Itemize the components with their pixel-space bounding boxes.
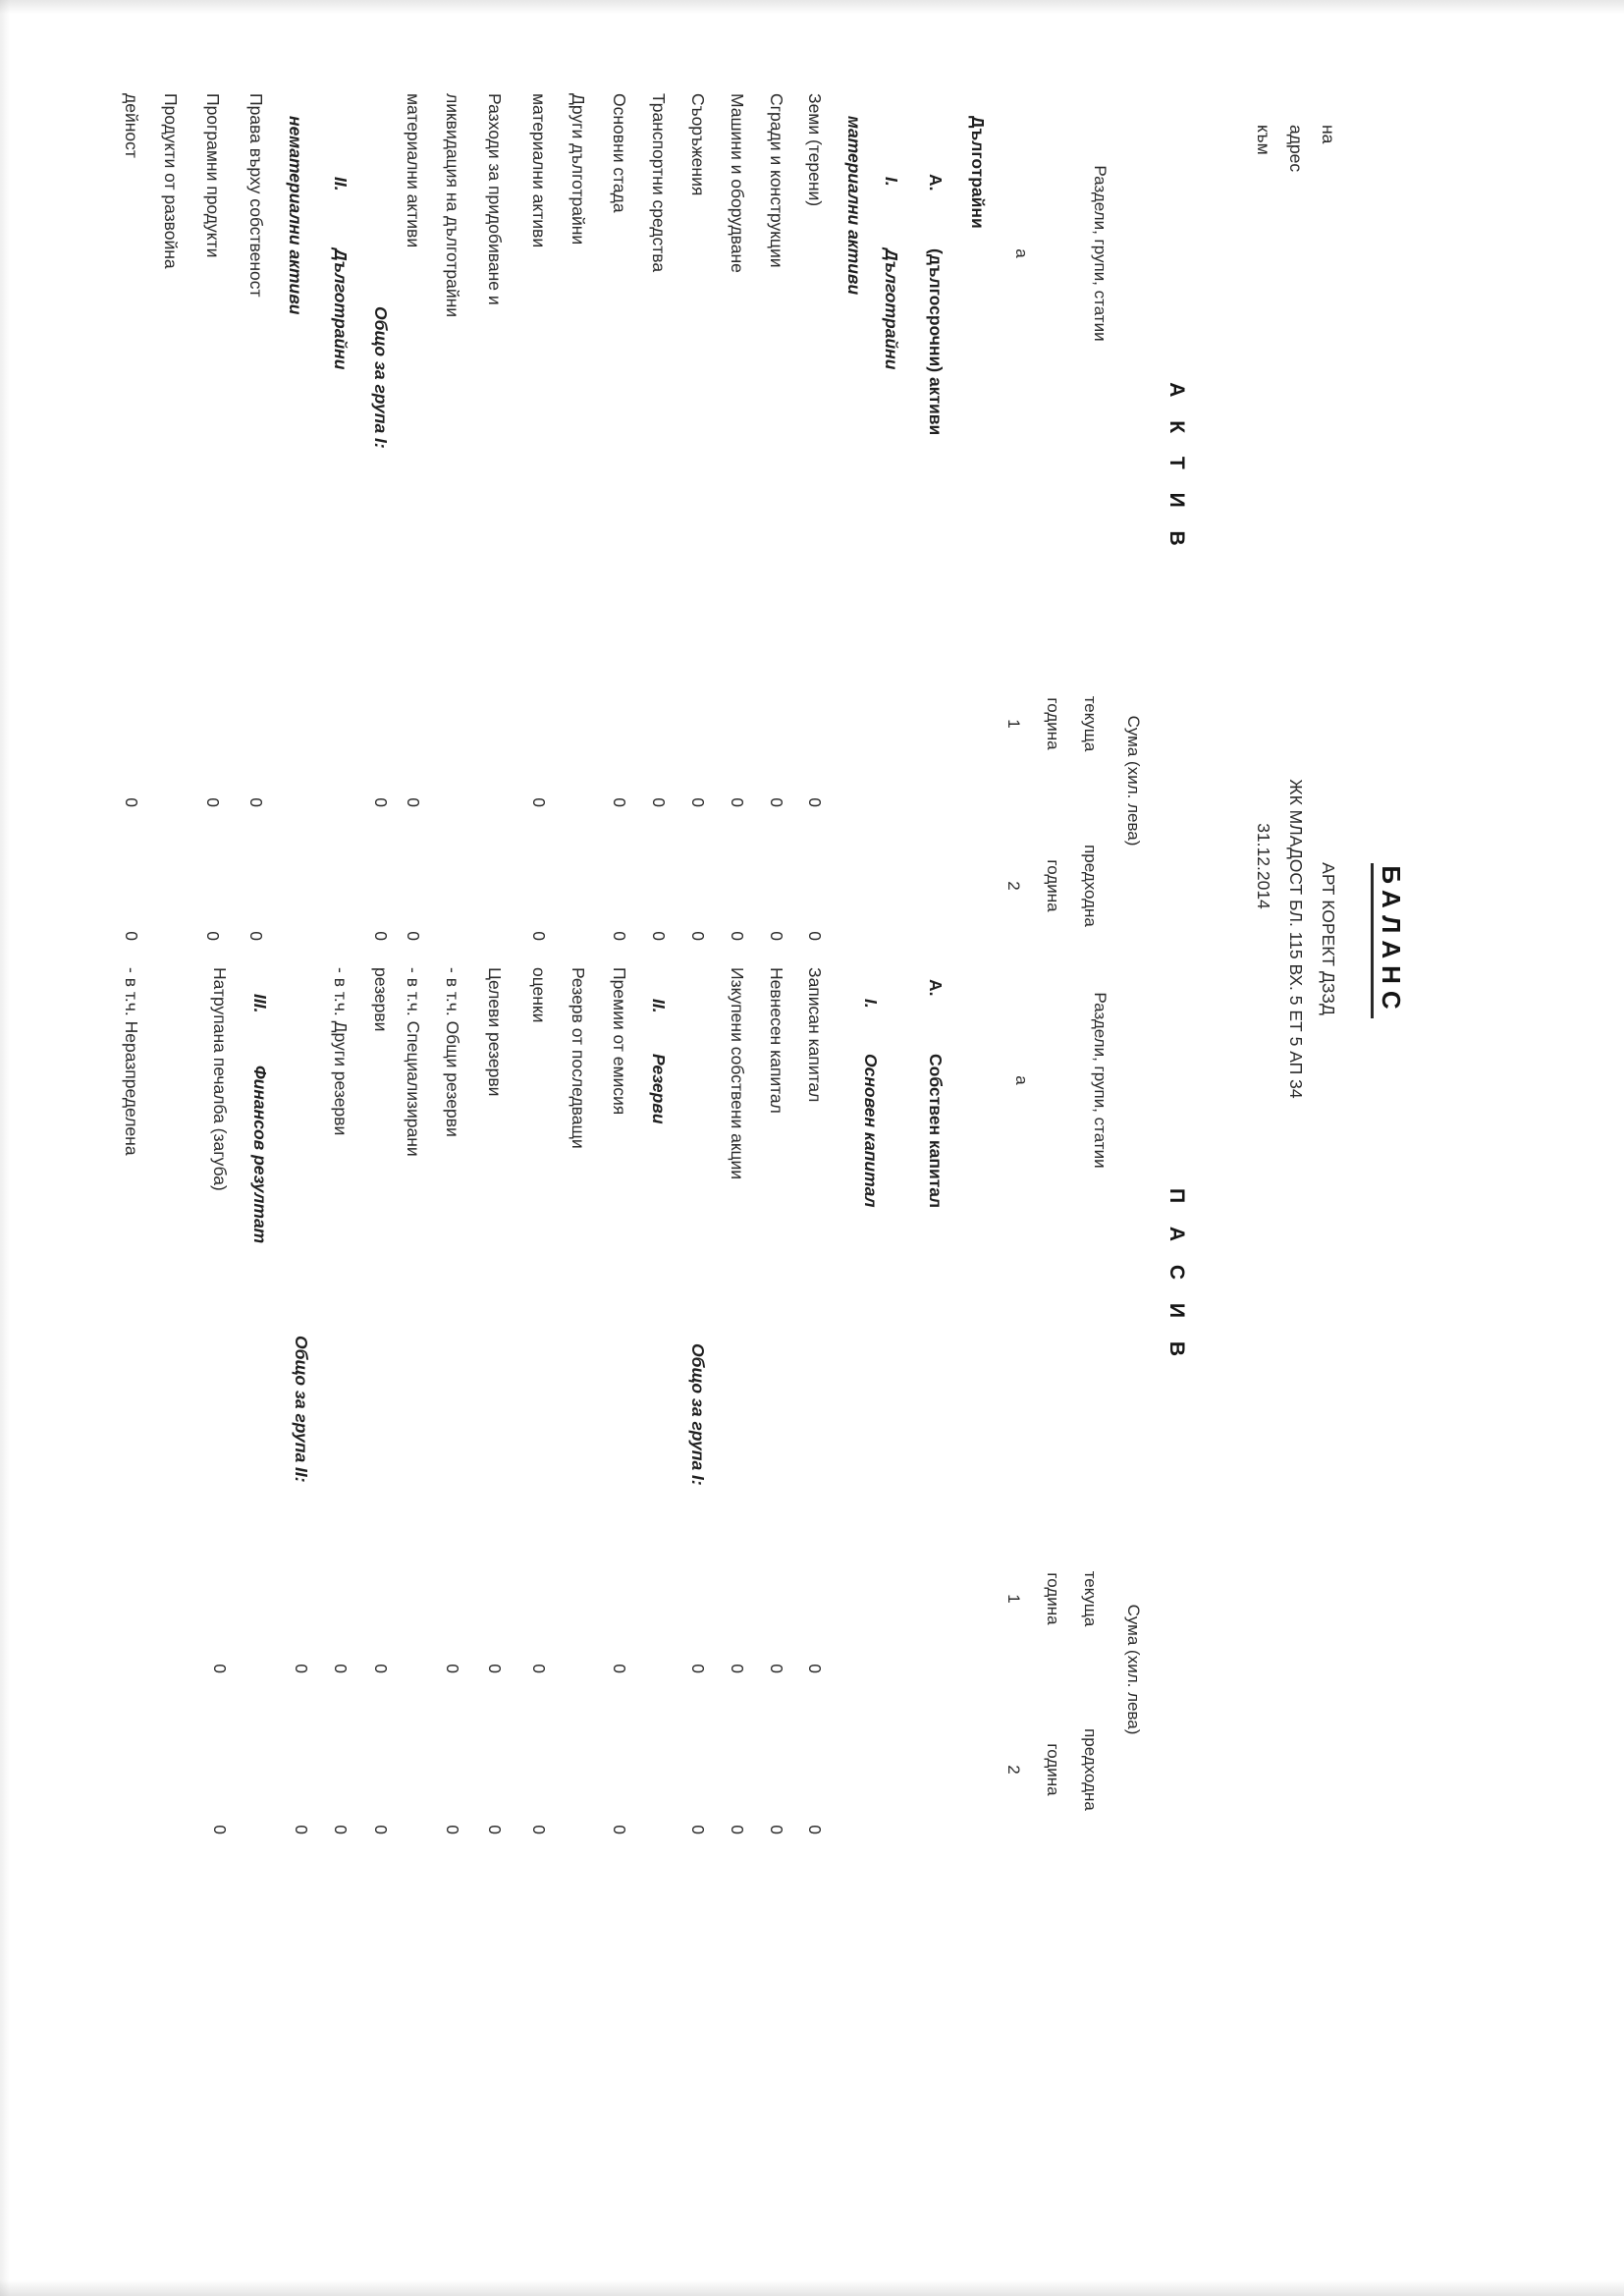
aktiv-header-sections-code: а — [1012, 248, 1031, 258]
aktiv-header-col1-code: 1 — [1004, 719, 1023, 729]
aktiv-value-previous-year: 0 — [805, 931, 825, 941]
aktiv-row-label: Земи (терени) — [805, 93, 825, 207]
pasiv-value-current-year: 0 — [485, 1664, 505, 1673]
aktiv-row-label: I. — [882, 177, 901, 187]
pasiv-value-previous-year: 0 — [610, 1825, 629, 1834]
pasiv-value-current-year: 0 — [728, 1664, 747, 1673]
address-label: адрес — [1286, 125, 1306, 173]
pasiv-row-label: Общо за група II: — [292, 1336, 311, 1483]
pasiv-value-current-year: 0 — [688, 1664, 708, 1673]
pasiv-value-previous-year: 0 — [529, 1825, 549, 1834]
pasiv-header-sum: Сума (хил. лева) — [1124, 1604, 1143, 1735]
aktiv-value-previous-year: 0 — [610, 931, 629, 941]
aktiv-row-label: Права върху собственост — [246, 93, 266, 298]
aktiv-row-label: Дълготрайни — [882, 248, 901, 370]
aktiv-header-col1: текуща — [1081, 695, 1100, 752]
document-title-text: БАЛАНС — [1371, 863, 1406, 1017]
aktiv-row-label: Сгради и конструкции — [767, 93, 786, 268]
pasiv-row-label: III. — [250, 994, 270, 1013]
aktiv-value-current-year: 0 — [610, 797, 629, 807]
pasiv-value-previous-year: 0 — [688, 1825, 708, 1834]
pasiv-row-label: Изкупени собствени акции — [728, 967, 747, 1180]
pasiv-row-label: Премии от емисия — [610, 967, 629, 1116]
aktiv-row-label: Съоръжения — [688, 93, 708, 196]
pasiv-value-current-year: 0 — [610, 1664, 629, 1673]
pasiv-row-label: А. — [926, 979, 946, 997]
pasiv-value-previous-year: 0 — [767, 1825, 786, 1834]
pasiv-row-label: I. — [861, 999, 881, 1009]
pasiv-row-label: Невнесен капитал — [767, 967, 786, 1114]
pasiv-header-col2-code: 2 — [1004, 1765, 1023, 1775]
company-label: на — [1319, 125, 1338, 144]
aktiv-header-sum: Сума (хил. лева) — [1124, 715, 1143, 847]
pasiv-row-label: Финансов резултат — [250, 1066, 270, 1244]
pasiv-value-current-year: 0 — [443, 1664, 462, 1673]
aktiv-row-label: Основни стада — [610, 93, 629, 213]
aktiv-row-label: Програмни продукти — [203, 93, 223, 258]
pasiv-header-col2: предходна — [1081, 1728, 1100, 1811]
date-label: към — [1254, 125, 1273, 155]
pasiv-row-label: Резерви — [649, 1054, 669, 1124]
pasiv-row-label: резерви — [371, 967, 391, 1032]
pasiv-row-label: Собствен капитал — [926, 1054, 946, 1209]
aktiv-row-label: II. — [331, 177, 351, 191]
balance-date: 31.12.2014 — [1254, 823, 1273, 909]
aktiv-header-sections: Раздели, групи, статии — [1091, 165, 1110, 342]
aktiv-header-col2-line2: година — [1044, 859, 1062, 912]
aktiv-row-label: дейност — [122, 93, 141, 158]
aktiv-value-previous-year: 0 — [688, 931, 708, 941]
aktiv-value-previous-year: 0 — [246, 931, 266, 941]
aktiv-value-current-year: 0 — [203, 797, 223, 807]
aktiv-row-label: Дълготрайни — [968, 116, 988, 229]
aktiv-value-current-year: 0 — [688, 797, 708, 807]
aktiv-row-label: Общо за група I: — [371, 306, 391, 449]
aktiv-value-previous-year: 0 — [404, 931, 423, 941]
aktiv-value-previous-year: 0 — [371, 931, 391, 941]
aktiv-table-title: А К Т И В — [1165, 382, 1188, 555]
pasiv-value-previous-year: 0 — [371, 1825, 391, 1834]
pasiv-value-current-year: 0 — [210, 1664, 230, 1673]
aktiv-value-current-year: 0 — [529, 797, 549, 807]
aktiv-row-label: нематериални активи — [286, 116, 305, 315]
pasiv-value-previous-year: 0 — [728, 1825, 747, 1834]
pasiv-value-previous-year: 0 — [485, 1825, 505, 1834]
pasiv-value-current-year: 0 — [805, 1664, 825, 1673]
aktiv-row-label: Разходи за придобиване и — [485, 93, 505, 305]
pasiv-value-previous-year: 0 — [292, 1825, 311, 1834]
aktiv-header-col2: предходна — [1081, 845, 1100, 927]
company-name: АРТ КОРЕКТ ДЗЗД — [1319, 862, 1338, 1015]
aktiv-value-current-year: 0 — [649, 797, 669, 807]
company-address: ЖК МЛАДОСТ БЛ. 115 ВХ. 5 ЕТ 5 АП 34 — [1286, 779, 1306, 1099]
aktiv-row-label: Машини и оборудване — [728, 93, 747, 273]
document-title — [1376, 744, 1406, 1137]
pasiv-row-label: II. — [649, 999, 669, 1013]
aktiv-header-col2-code: 2 — [1004, 881, 1023, 891]
aktiv-value-current-year: 0 — [404, 797, 423, 807]
pasiv-row-label: - в т.ч. Други резерви — [331, 967, 351, 1136]
aktiv-value-previous-year: 0 — [203, 931, 223, 941]
aktiv-row-label: А. — [926, 174, 946, 191]
aktiv-row-label: материални активи — [844, 116, 864, 296]
pasiv-row-label: Целеви резерви — [485, 967, 505, 1097]
aktiv-value-previous-year: 0 — [529, 931, 549, 941]
aktiv-row-label: Транспортни средства — [649, 93, 669, 273]
pasiv-value-previous-year: 0 — [443, 1825, 462, 1834]
aktiv-value-current-year: 0 — [122, 797, 141, 807]
pasiv-value-current-year: 0 — [529, 1664, 549, 1673]
aktiv-value-current-year: 0 — [728, 797, 747, 807]
pasiv-value-current-year: 0 — [371, 1664, 391, 1673]
aktiv-row-label: Продукти от развойна — [161, 93, 181, 269]
pasiv-header-col1-line2: година — [1044, 1572, 1062, 1625]
aktiv-row-label: материални активи — [404, 93, 423, 248]
pasiv-row-label: оценки — [529, 967, 549, 1023]
pasiv-row-label: - в т.ч. Неразпределена — [122, 967, 141, 1156]
pasiv-row-label: Натрупана печалба (загуба) — [210, 967, 230, 1191]
aktiv-row-label: материални активи — [529, 93, 549, 248]
pasiv-value-current-year: 0 — [767, 1664, 786, 1673]
pasiv-value-current-year: 0 — [292, 1664, 311, 1673]
pasiv-header-sections-code: а — [1012, 1075, 1031, 1085]
aktiv-row-label: Дълготрайни — [331, 248, 351, 370]
aktiv-value-current-year: 0 — [767, 797, 786, 807]
pasiv-row-label: Записан капитал — [805, 967, 825, 1103]
pasiv-table-title: П А С И В — [1165, 1187, 1188, 1366]
pasiv-value-previous-year: 0 — [210, 1825, 230, 1834]
aktiv-value-previous-year: 0 — [122, 931, 141, 941]
aktiv-value-current-year: 0 — [246, 797, 266, 807]
pasiv-value-previous-year: 0 — [805, 1825, 825, 1834]
pasiv-row-label: Основен капитал — [861, 1054, 881, 1208]
pasiv-header-col1: текуща — [1081, 1570, 1100, 1627]
aktiv-row-label: ликвидация на дълготрайни — [443, 93, 462, 318]
pasiv-row-label: - в т.ч. Специализирани — [404, 967, 423, 1157]
pasiv-row-label: Резерв от последващи — [568, 967, 588, 1149]
aktiv-value-previous-year: 0 — [728, 931, 747, 941]
pasiv-row-label: - в т.ч. Общи резерви — [443, 967, 462, 1137]
pasiv-header-col2-line2: година — [1044, 1743, 1062, 1796]
pasiv-header-col1-code: 1 — [1004, 1594, 1023, 1604]
aktiv-value-current-year: 0 — [371, 797, 391, 807]
pasiv-value-current-year: 0 — [331, 1664, 351, 1673]
aktiv-value-previous-year: 0 — [767, 931, 786, 941]
aktiv-header-col1-line2: година — [1044, 697, 1062, 750]
aktiv-row-label: Други дълготрайни — [568, 93, 588, 246]
pasiv-value-previous-year: 0 — [331, 1825, 351, 1834]
aktiv-value-current-year: 0 — [805, 797, 825, 807]
aktiv-value-previous-year: 0 — [649, 931, 669, 941]
pasiv-row-label: Общо за група I: — [688, 1343, 708, 1486]
pasiv-header-sections: Раздели, групи, статии — [1091, 992, 1110, 1169]
aktiv-row-label: (дългосрочни) активи — [926, 248, 946, 436]
